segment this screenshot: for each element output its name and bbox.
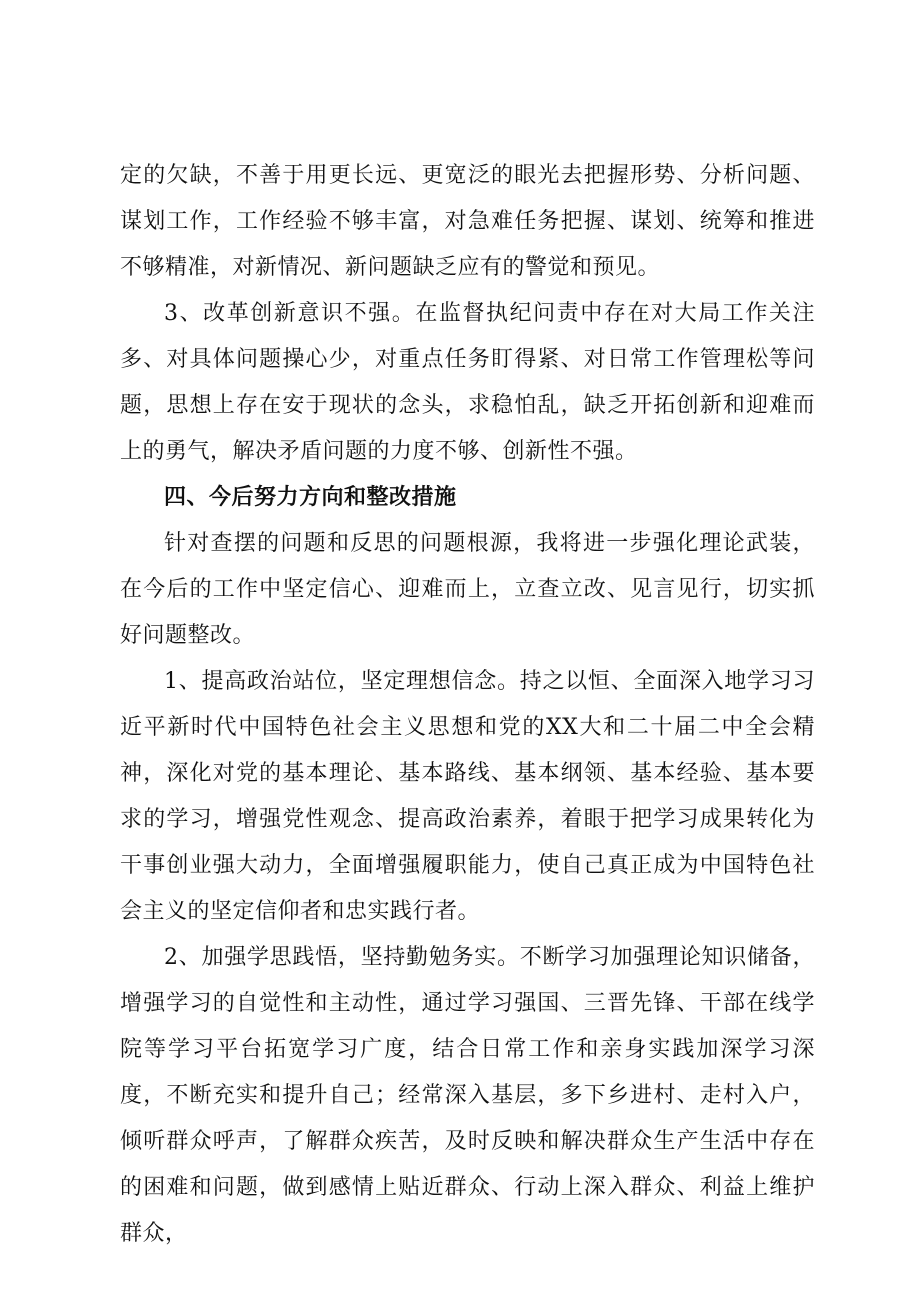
- paragraph-item-1: 1、提高政治站位，坚定理想信念。持之以恒、全面深入地学习习近平新时代中国特色社会主义思想和党的XX大和二十届二中全会精神，深化对党的基本理论、基本路线、基本纲领、基本经验、基本要求的学习，增强党性观念、提高政治素养，着眼于把学习成果转化为干事创业强大动力，全面增强履职能力，使自己真正成为中国特色社会主义的坚定信仰者和忠实践行者。: [120, 669, 815, 924]
- paragraph-intro: 针对查摆的问题和反思的问题根源，我将进一步强化理论武装，在今后的工作中坚定信心、迎难而上，立查立改、见言见行，切实抓好问题整改。: [120, 531, 815, 648]
- section-heading: 四、今后努力方向和整改措施: [164, 485, 457, 510]
- paragraph-continuation: 定的欠缺，不善于用更长远、更宽泛的眼光去把握形势、分析问题、谋划工作，工作经验不够丰富，对急难任务把握、谋划、统筹和推进不够精准，对新情况、新问题缺乏应有的警觉和预见。: [120, 163, 815, 280]
- document-page: [120, 153, 815, 1257]
- paragraph-item-2: 2、加强学思践悟，坚持勤勉务实。不断学习加强理论知识储备，增强学习的自觉性和主动性，通过学习强国、三晋先锋、干部在线学院等学习平台拓宽学习广度，结合日常工作和亲身实践加深学习深度，不断充实和提升自己；经常深入基层，多下乡进村、走村入户，倾听群众呼声，了解群众疾苦，及时反映和解决群众生产生活中存在的困难和问题，做到感情上贴近群众、行动上深入群众、利益上维护群众，: [120, 945, 815, 1246]
- paragraph-reform-innovation: 3、改革创新意识不强。在监督执纪问责中存在对大局工作关注多、对具体问题操心少，对重点任务盯得紧、对日常工作管理松等问题，思想上存在安于现状的念头，求稳怕乱，缺乏开拓创新和迎难而上的勇气，解决矛盾问题的力度不够、创新性不强。: [120, 301, 815, 464]
